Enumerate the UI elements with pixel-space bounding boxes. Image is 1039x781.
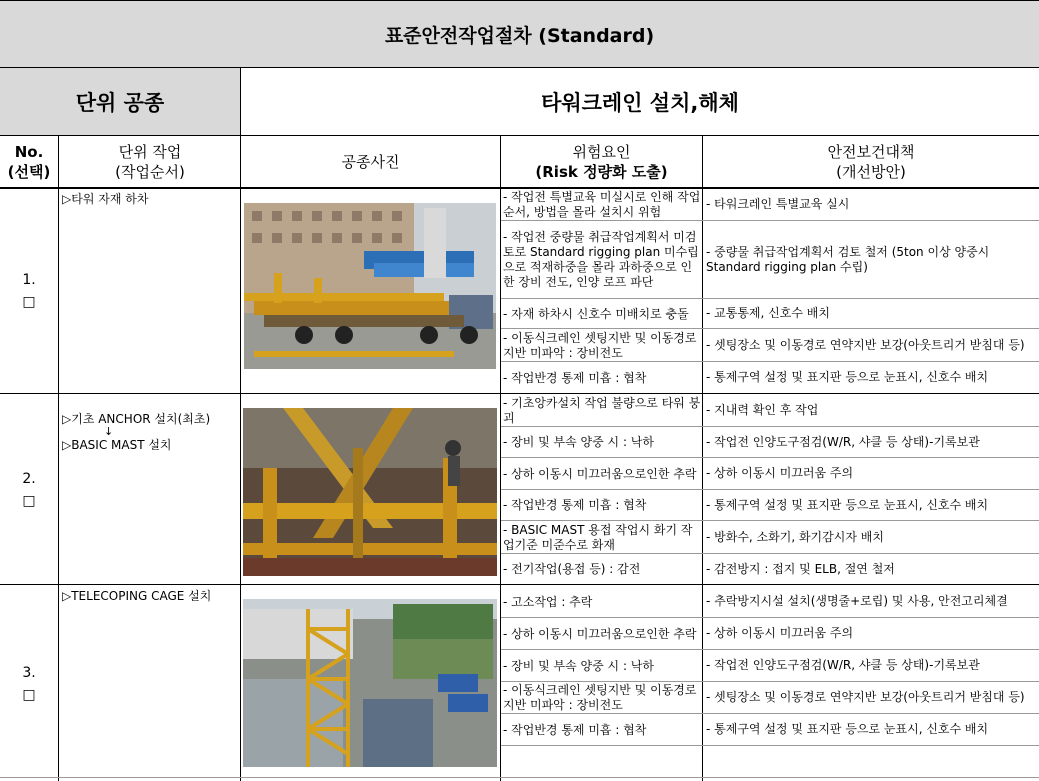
safety-action: - 상하 이동시 미끄러움 주의 xyxy=(706,466,854,480)
work-photo xyxy=(243,408,497,576)
row-divider xyxy=(501,713,1039,714)
risk-item: - 작업반경 통제 미흡 : 협착 xyxy=(503,722,647,737)
column-header-task: 단위 작업 (작업순서) xyxy=(115,142,185,181)
select-checkbox[interactable]: □ xyxy=(22,492,36,509)
safety-action: - 셋팅장소 및 이동경로 연약지반 보강(아웃트리거 받침대 등) xyxy=(706,337,1025,352)
table-border xyxy=(0,584,1039,585)
safety-action: - 통제구역 설정 및 표지판 등으로 눈표시, 신호수 배치 xyxy=(706,370,989,384)
safety-action: - 셋팅장소 및 이동경로 연약지반 보강(아웃트리거 받침대 등) xyxy=(706,690,1025,704)
row-divider xyxy=(501,617,1039,618)
select-checkbox[interactable]: □ xyxy=(22,293,36,310)
table-border xyxy=(702,136,703,781)
risk-item: - 자재 하차시 신호수 미배치로 충돌 xyxy=(503,306,689,321)
row-divider xyxy=(501,426,1039,427)
row-divider xyxy=(501,681,1039,682)
column-header-photo: 공종사진 xyxy=(341,152,400,171)
risk-item: - 이동식크레인 셋팅지반 및 이동경로 지반 미파악 : 장비전도 xyxy=(503,330,697,360)
down-arrow-icon: ↓ xyxy=(104,425,114,438)
safety-action: - 교통통제, 신호수 배치 xyxy=(706,306,830,320)
risk-item: - 장비 및 부속 양중 시 : 낙하 xyxy=(503,435,654,449)
unit-work-name: 타워크레인 설치,해체 xyxy=(541,90,739,115)
row-divider xyxy=(501,328,1039,329)
work-photo xyxy=(244,203,496,369)
select-checkbox[interactable]: □ xyxy=(22,686,36,703)
risk-item: - BASIC MAST 용접 작업시 화기 작업기준 미준수로 화재 xyxy=(503,522,693,552)
table-border xyxy=(0,393,1039,394)
column-header-no: No. (선택) xyxy=(7,142,51,181)
row-divider xyxy=(501,649,1039,650)
safety-action: - 작업전 인양도구점검(W/R, 샤클 등 상태)-기록보관 xyxy=(706,658,980,672)
unit-work-label: 단위 공종 xyxy=(0,68,240,135)
row-divider xyxy=(501,520,1039,521)
risk-item: - 작업전 중량물 취급작업계획서 미검토로 Standard rigging plan 미수립으로 적재하중을 몰라 과하중으로 인한 장비 전도, 인양 로프 파단 xyxy=(503,230,699,289)
safety-action: - 감전방지 : 접지 및 ELB, 절연 철저 xyxy=(706,561,895,576)
task-step: ▷BASIC MAST 설치 xyxy=(62,438,172,452)
table-border xyxy=(500,136,501,781)
row-number: 1. □ xyxy=(0,189,58,392)
row-divider xyxy=(501,457,1039,458)
task-cell xyxy=(60,409,240,453)
safety-action: - 방화수, 소화기, 화기감시자 배치 xyxy=(706,529,884,544)
task-step: ▷타워 자재 하차 xyxy=(62,192,149,206)
row-divider xyxy=(501,745,1039,746)
row-divider xyxy=(501,220,1039,221)
row-divider xyxy=(501,489,1039,490)
risk-item: - 장비 및 부속 양중 시 : 낙하 xyxy=(503,658,654,673)
risk-item: - 상하 이동시 미끄러움으로인한 추락 xyxy=(503,626,697,641)
risk-item: - 작업전 특별교육 미실시로 인해 작업순서, 방법을 몰라 설치시 위험 xyxy=(503,190,701,219)
task-cell xyxy=(60,189,240,207)
row-number: 2. □ xyxy=(0,395,58,584)
safety-action: - 작업전 인양도구점검(W/R, 샤클 등 상태)-기록보관 xyxy=(706,434,980,449)
task-cell xyxy=(60,586,240,604)
safety-action: - 통제구역 설정 및 표지판 등으로 눈표시, 신호수 배치 xyxy=(706,722,989,736)
safety-action xyxy=(703,746,1039,777)
table-border xyxy=(58,136,59,781)
risk-item: - 전기작업(용접 등) : 감전 xyxy=(503,562,641,576)
safety-action: - 타워크레인 특별교육 실시 xyxy=(706,197,850,211)
risk-item: - 상하 이동시 미끄러움으로인한 추락 xyxy=(503,466,697,481)
risk-item xyxy=(501,746,702,777)
table-border xyxy=(0,0,1039,1)
risk-item: - 고소작업 : 추락 xyxy=(503,594,593,609)
row-divider xyxy=(501,298,1039,299)
risk-item: - 이동식크레인 셋팅지반 및 이동경로 지반 미파악 : 장비전도 xyxy=(503,683,697,712)
safety-action: - 상하 이동시 미끄러움 주의 xyxy=(706,626,854,640)
table-border xyxy=(0,135,1039,136)
risk-item: - 작업반경 통제 미흡 : 협착 xyxy=(503,370,647,385)
safety-action: - 추락방지시설 설치(생명줄+로립) 및 사용, 안전고리체결 xyxy=(706,594,1008,608)
row-divider xyxy=(501,553,1039,554)
task-step: ▷기초 ANCHOR 설치(최초) xyxy=(62,412,211,426)
row-number: 3. □ xyxy=(0,586,58,781)
document-title: 표준안전작업절차 (Standard) xyxy=(0,0,1039,68)
column-header-risk: 위험요인 (Risk 정량화 도출) xyxy=(535,142,668,181)
safety-action: - 중량물 취급작업계획서 검토 철저 (5ton 이상 양중시 Standard rigging plan 수립) xyxy=(706,244,990,274)
table-border xyxy=(0,187,1039,189)
risk-item: - 기초앙카설치 작업 불량으로 타워 붕괴 xyxy=(503,396,701,425)
task-step: ▷TELECOPING CAGE 설치 xyxy=(62,589,212,603)
risk-item: - 작업반경 통제 미흡 : 협착 xyxy=(503,498,647,512)
safety-action: - 통제구역 설정 및 표지판 등으로 눈표시, 신호수 배치 xyxy=(706,497,989,512)
work-photo xyxy=(243,599,497,767)
table-border xyxy=(240,68,241,781)
safety-action: - 지내력 확인 후 작업 xyxy=(706,403,819,417)
row-divider xyxy=(501,361,1039,362)
column-header-action: 안전보건대책 (개선방안) xyxy=(827,142,915,181)
row-divider xyxy=(0,777,1039,778)
table-border xyxy=(0,67,1039,68)
